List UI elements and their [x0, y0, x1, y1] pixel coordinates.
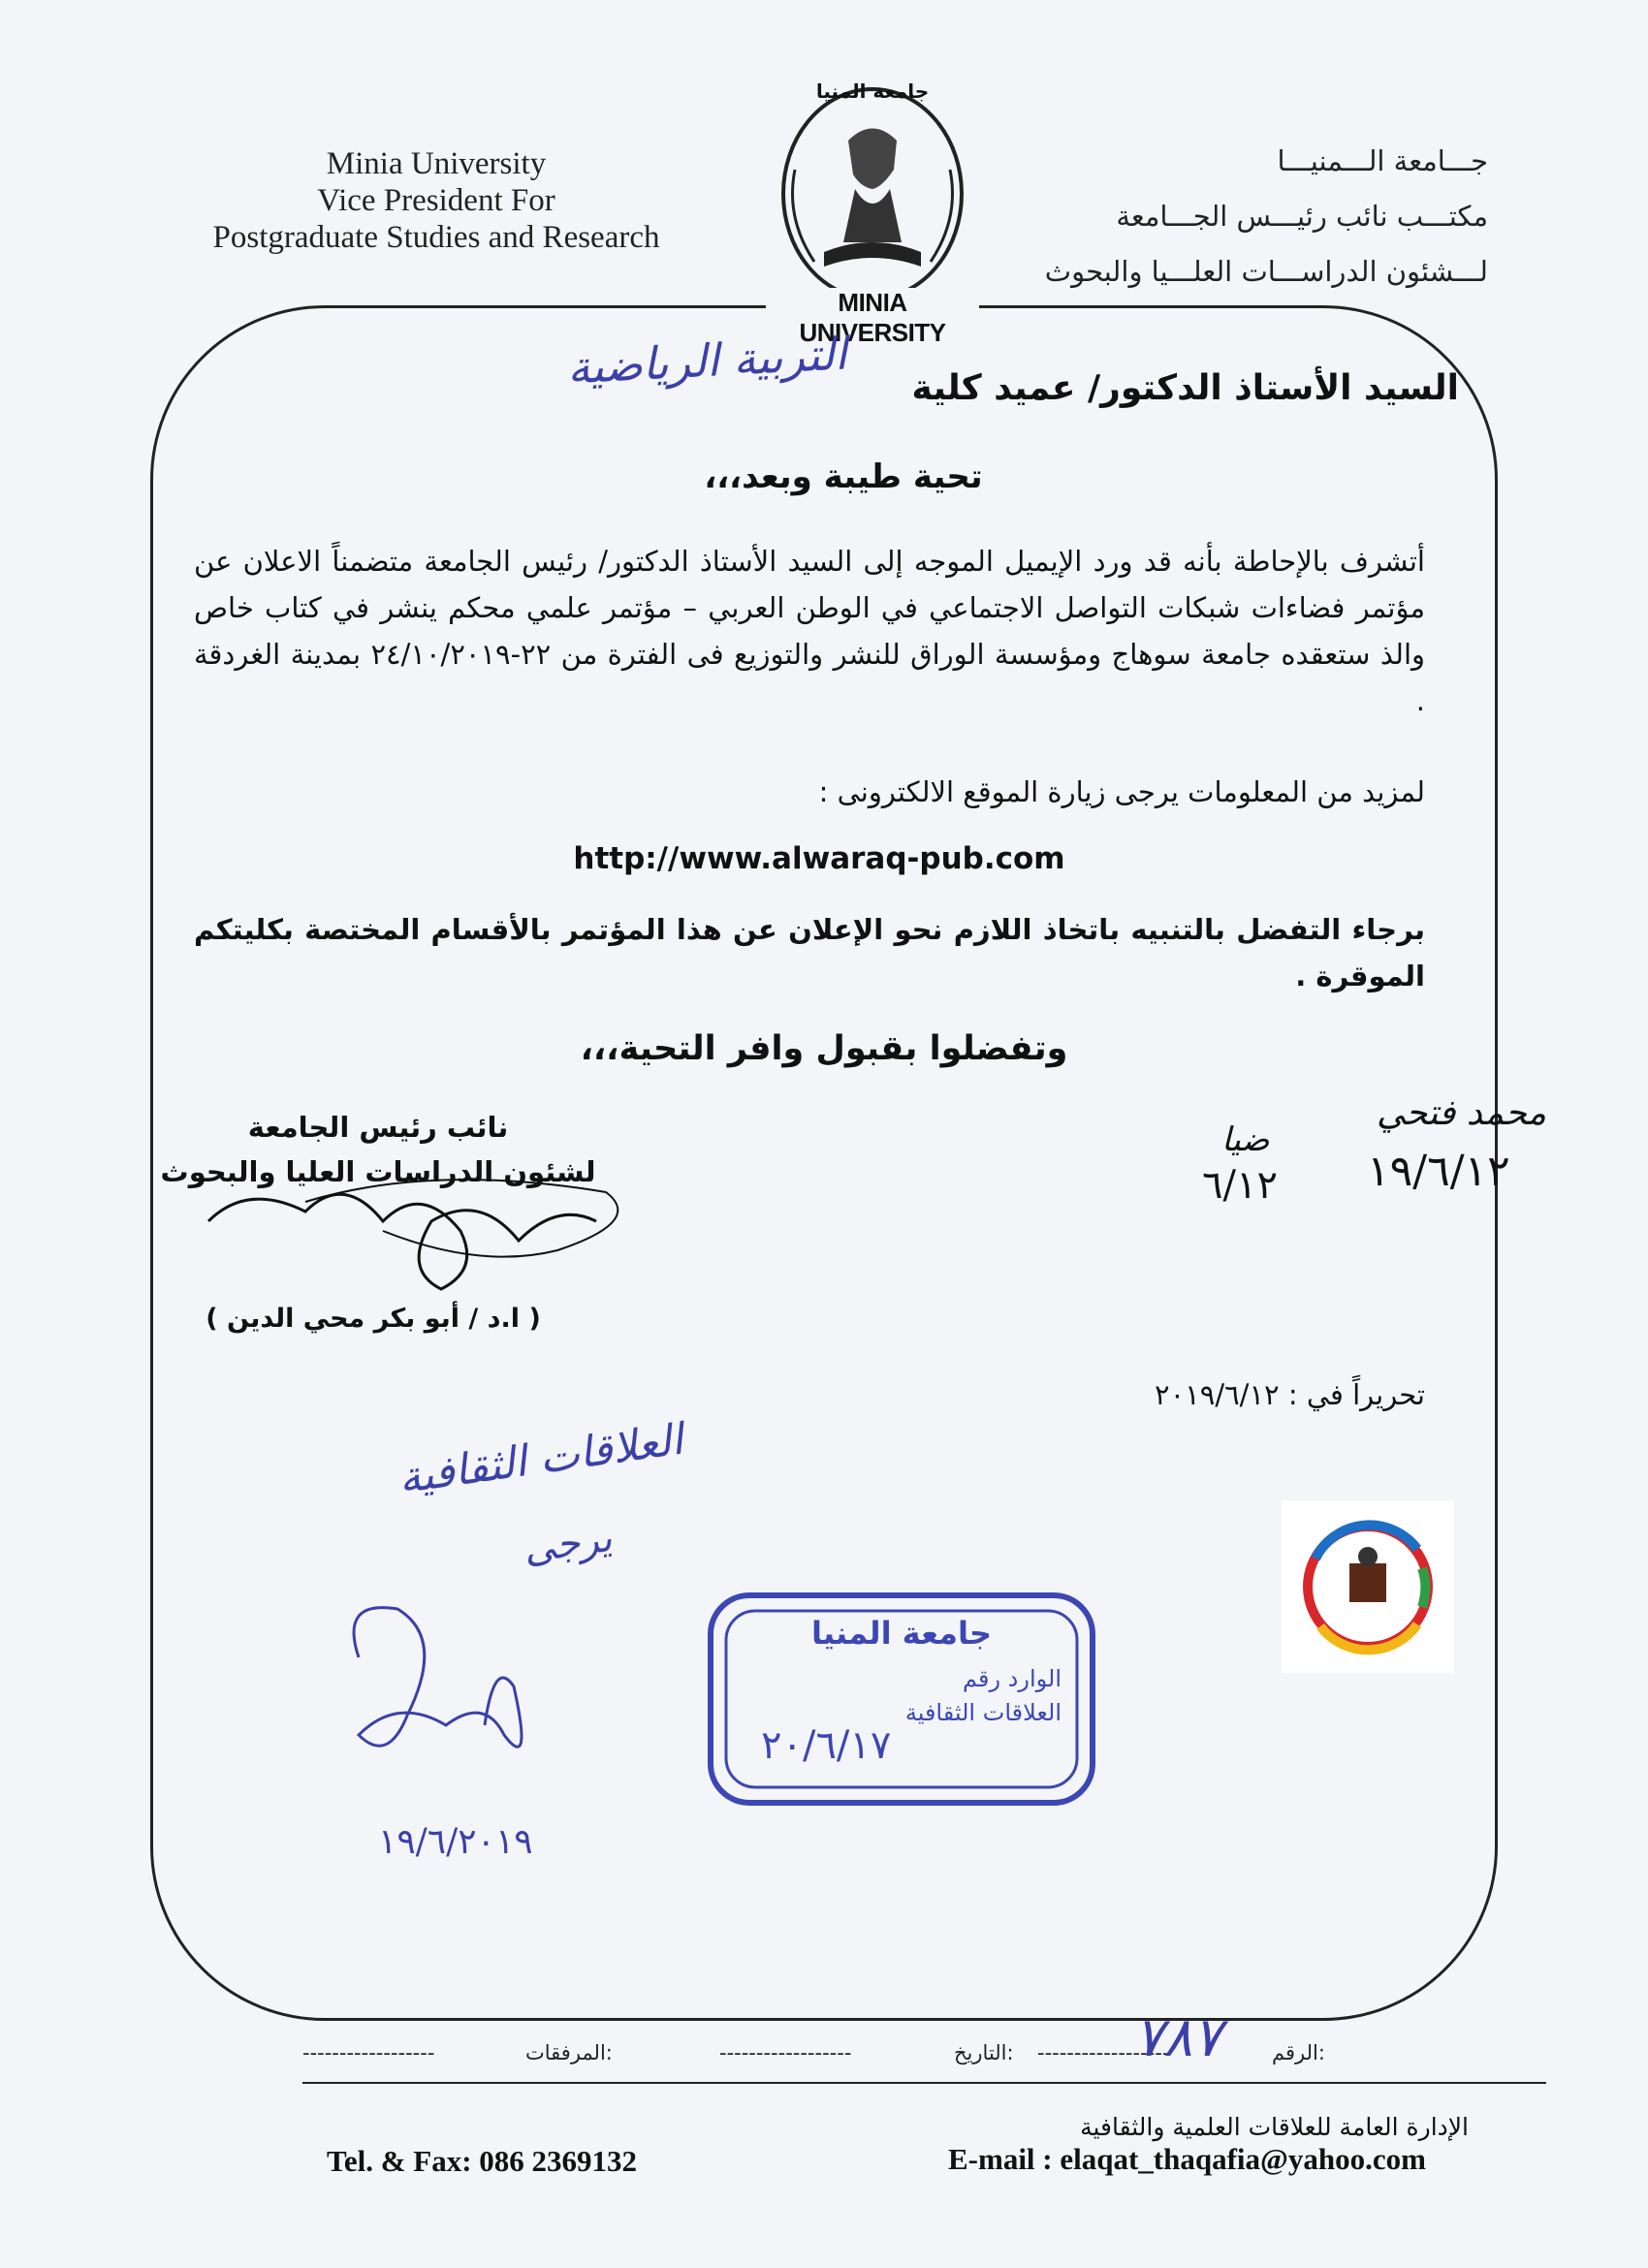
logo-label: MINIA UNIVERSITY: [766, 288, 979, 348]
request-paragraph: برجاء التفضل بالتنبيه باتخاذ اللازم نحو الإعلان عن هذا المؤتمر بالأقسام المختصة بكليتكم الموقرة .: [194, 913, 1425, 992]
signatory-name: ( ا.د / أبو بكر محي الدين ): [206, 1304, 541, 1334]
reference-number-value: ٧٨٧: [1134, 2006, 1222, 2069]
date-dashes: ------------------: [719, 2041, 852, 2064]
signatory-title-line-1: نائب رئيس الجامعة: [247, 1111, 509, 1144]
number-dashes: ------------------: [1037, 2041, 1170, 2064]
stamp-line-2: العلاقات الثقافية: [904, 1699, 1062, 1726]
blue-note-line-2: يرجى: [521, 1515, 616, 1573]
info-line: لمزيد من المعلومات يرجى زيارة الموقع الالكترونى :: [818, 775, 1425, 808]
ar-header-line-3: لـــشئون الدراســـات العلـــيا والبحوث: [1044, 255, 1488, 288]
stamp-title: جامعة المنيا: [810, 1615, 993, 1652]
reference-number-handwritten: [1134, 1997, 1280, 2084]
stamp-date: ٢٠/٦/١٧: [761, 1723, 892, 1768]
conference-url[interactable]: http://www.alwaraq-pub.com: [573, 841, 1065, 876]
english-letterhead: [145, 145, 727, 256]
arabic-letterhead: [984, 134, 1488, 299]
signature-scribble: [189, 1163, 645, 1308]
en-header-line-3: Postgraduate Studies and Research: [212, 220, 660, 255]
en-header-line-2: Vice President For: [317, 183, 555, 218]
ref-number-label: الرقم:: [1272, 2041, 1325, 2064]
ref-date-label: التاريخ:: [954, 2041, 1014, 2064]
logo-arc-text: جامعة المنيا: [815, 79, 930, 103]
footer-email[interactable]: E-mail : elaqat_thaqafia@yahoo.com: [948, 2142, 1426, 2176]
attachments-dashes: ------------------: [302, 2041, 435, 2064]
handwritten-annotation: [1144, 1093, 1551, 1229]
university-logo: [766, 73, 979, 325]
quality-unit-badge-icon: [1282, 1500, 1454, 1673]
annotation-date-2: ٦/١٢: [1202, 1163, 1278, 1208]
ar-header-line-1: جـــامعة الـــمنيـــا: [1277, 144, 1488, 177]
blue-note-date: ١٩/٦/٢٠١٩: [378, 1822, 533, 1862]
stamp-line-1: الوارد رقم: [963, 1665, 1062, 1692]
body-paragraph: أتشرف بالإحاطة بأنه قد ورد الإيميل الموجه إلى السيد الأستاذ الدكتور/ رئيس الجامعة متضمناً الاعلان عن مؤتمر فضاءات شبكات التواصل الاجتماعي في الوطن العربي – مؤتمر علمي محكم ينشر في كتاب خاص والذ ستعقده جامعة سوهاج ومؤسسة الوراق للنشر والتوزيع فى الفترة من ٢٢-٢٤/١٠/٢٠١٩ بمدينة الغردقة .: [194, 545, 1426, 717]
annotation-initials: ضيا: [1221, 1120, 1270, 1159]
footer-tel: Tel. & Fax: 086 2369132: [327, 2144, 638, 2178]
blue-note-line-1: العلاقات الثقافية: [395, 1414, 686, 1504]
annotation-date: ١٩/٦/١٢: [1367, 1147, 1510, 1196]
greeting: تحية طيبة وبعد،،،: [704, 457, 983, 496]
annotation-name: محمد فتحي: [1377, 1093, 1546, 1133]
en-header-line-1: Minia University: [326, 146, 547, 181]
salutation: السيد الأستاذ الدكتور/ عميد كلية: [911, 368, 1459, 408]
attachments-label: المرفقات:: [525, 2041, 613, 2064]
blue-signature: [320, 1580, 572, 1832]
footer-divider: [302, 2082, 1546, 2084]
closing-line: وتفضلوا بقبول وافر التحية،،،: [580, 1029, 1068, 1068]
department-name: الإدارة العامة للعلاقات العلمية والثقافية: [1080, 2113, 1469, 2141]
ar-header-line-2: مكتـــب نائب رئيـــس الجـــامعة: [1116, 200, 1488, 233]
incoming-stamp: [703, 1588, 1100, 1811]
date-written: تحريراً في : ٢٠١٩/٦/١٢: [1155, 1378, 1425, 1411]
faculty-handwritten: التربية الرياضية: [565, 327, 848, 394]
signatory-title-line-2: لشئون الدراسات العليا والبحوث: [160, 1155, 596, 1188]
